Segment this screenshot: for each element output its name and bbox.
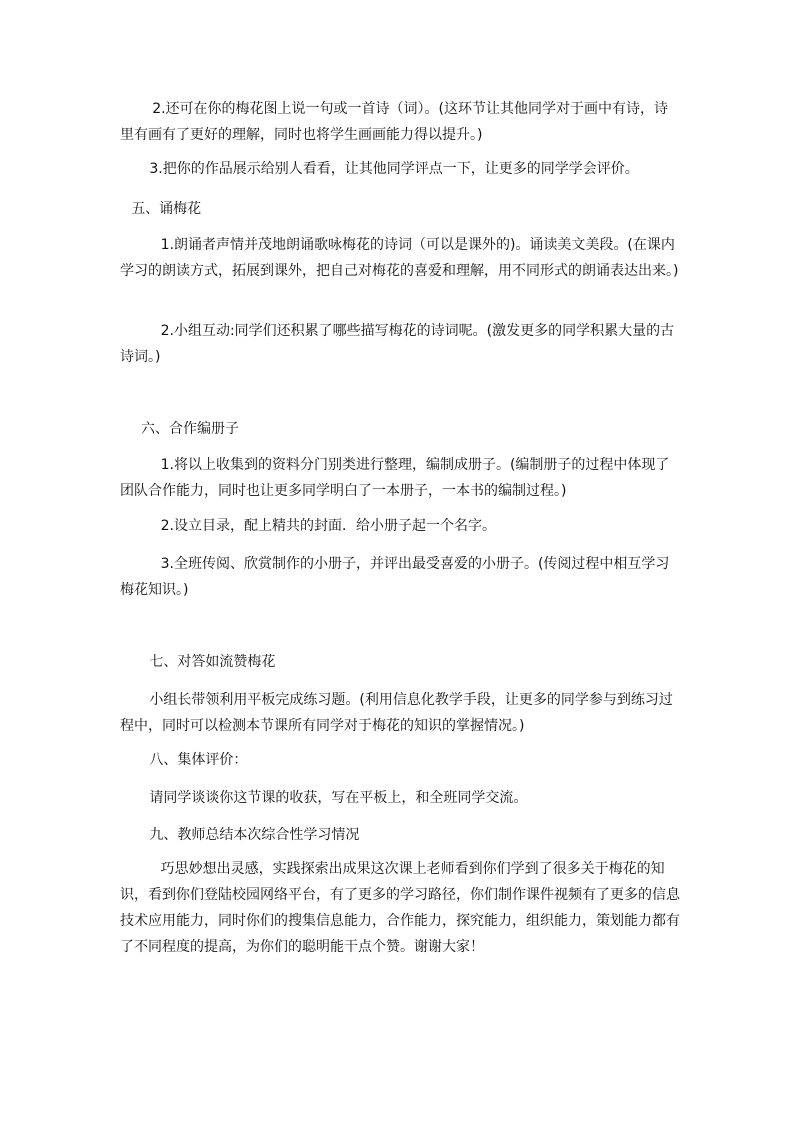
paragraph-organize-materials: 1.将以上收集到的资料分门别类进行整理，编制成册子。(编制册子的过程中体现了团队合作能力，同时也让更多同学明白了一本册子，一本书的编制过程。) — [120, 457, 670, 499]
paragraph-tablet-exercises: 小组长带领利用平板完成练习题。(利用信息化教学手段，让更多的同学参与到练习过程中，同时可以检测本节课所有同学对于梅花的知识的掌握情况。) — [120, 692, 673, 734]
section-heading-recite: 五、诵梅花 — [131, 201, 202, 217]
section-heading-quiz: 七、对答如流赞梅花 — [149, 654, 276, 670]
section-heading-teacher-summary: 九、教师总结本次综合性学习情况 — [149, 827, 360, 843]
paragraph-recite-poems: 1.朗诵者声情并茂地朗诵歌咏梅花的诗词（可以是课外的)。诵读美文美段。(在课内学习的朗读方式，拓展到课外，把自己对梅花的喜爱和理解，用不同形式的朗诵表达出来。) — [120, 237, 679, 279]
paragraph-show-work: 3.把你的作品展示给别人看看，让其他同学评点一下，让更多的同学学会评价。 — [149, 161, 639, 177]
paragraph-table-of-contents: 2.设立目录，配上精共的封面．给小册子起一个名字。 — [160, 518, 496, 534]
paragraph-group-interaction: 2.小组互动:同学们还积累了哪些描写梅花的诗词呢。(激发更多的同学积累大量的古诗词。) — [120, 323, 675, 365]
paragraph-share-gains: 请同学谈谈你这节课的收获，写在平板上，和全班同学交流。 — [149, 790, 528, 806]
paragraph-summary: 巧思妙想出灵感，实践探索出成果这次课上老师看到你们学到了很多关于梅花的知识，看到你们登陆校园网络平台，有了更多的学习路径，你们制作课件视频有了更多的信息技术应用能力，同时你们的搜集信息能力，合作能力，探究能力，组织能力，策划能力都有了不同程度的提高，为你们的聪明能干点个赞。谢谢大家！ — [120, 861, 680, 955]
section-heading-evaluation: 八、集体评价： — [149, 752, 248, 768]
paragraph-painting-poem: 2.还可在你的梅花图上说一句或一首诗（词）。(这环节让其他同学对于画中有诗，诗里有画有了更好的理解，同时也将学生画画能力得以提升。) — [120, 101, 669, 143]
paragraph-share-booklets: 3.全班传阅、欣赏制作的小册子，并评出最受喜爱的小册子。(传阅过程中相互学习梅花知识。) — [120, 556, 670, 598]
section-heading-booklet: 六、合作编册子 — [141, 421, 239, 437]
